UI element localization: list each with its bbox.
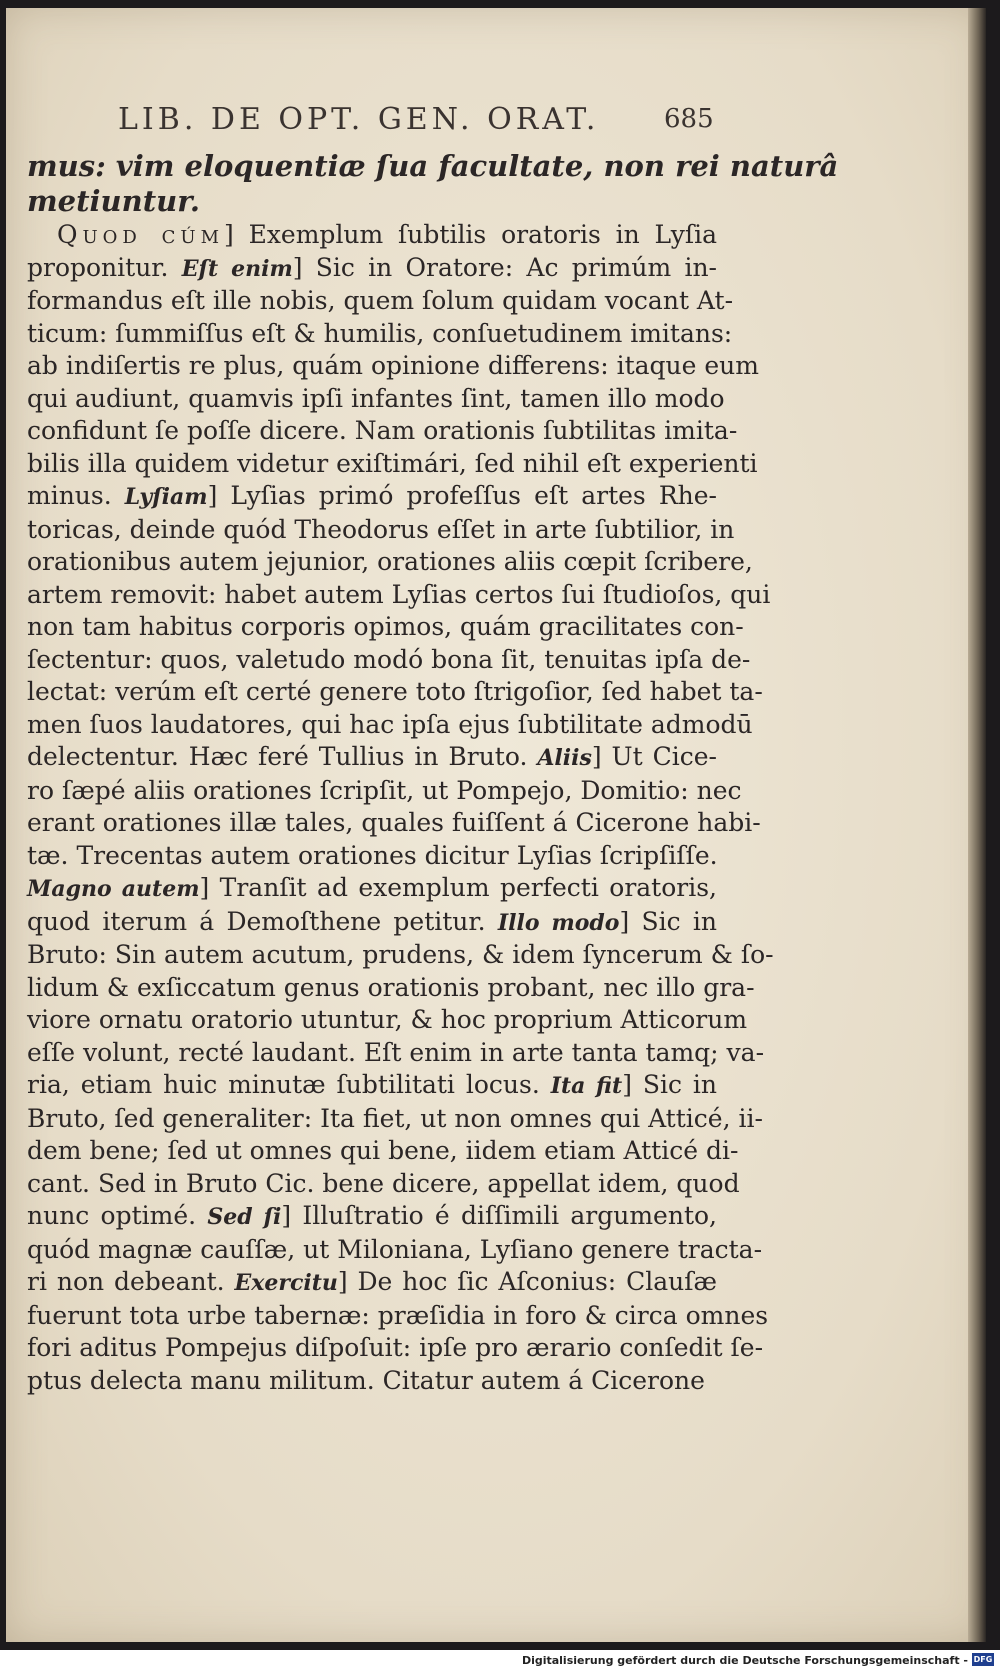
text-line (27, 741, 717, 775)
text-run: delectentur. Hæc feré Tullius in Bruto. (27, 742, 538, 771)
text-run: confidunt ſe poſſe dicere. Nam orationis ſubtilitas imita- (27, 416, 738, 445)
text-run: ] Sic in Oratore: Ac primúm in- (292, 252, 718, 282)
text-run: tæ. Trecentas autem orationes dicitur Lyſias ſcripſiſſe. (27, 840, 718, 870)
text-run: lidum & exſiccatum genus orationis probant, nec illo gra- (27, 972, 755, 1002)
lemma: Lyſiam (124, 484, 208, 510)
text-run: minus. (27, 481, 125, 510)
text-run: nunc optimé. (27, 1201, 208, 1230)
text-run: ſectentur: quos, valetudo modó bona ſit, tenuitas ipſa de- (27, 644, 751, 674)
funding-notice: Digitalisierung gefördert durch die Deutsche Forschungsgemeinschaft - (521, 1654, 968, 1667)
text-run: proponitur. (27, 252, 182, 282)
text-line (27, 1135, 739, 1168)
text-run: ] Tranſit ad exemplum perfecti oratoris, (199, 873, 717, 902)
text-line (27, 1234, 763, 1267)
text-line (27, 1168, 740, 1201)
running-head: LIB. DE OPT. GEN. ORAT. (118, 102, 600, 137)
text-line (27, 840, 717, 873)
lemma: Aliis (537, 745, 592, 771)
text-line (27, 775, 742, 808)
text-run: eſſe volunt, recté laudant. Eſt enim in arte tanta tamq; va- (27, 1037, 765, 1067)
text-line (27, 1200, 717, 1234)
text-line (27, 611, 744, 644)
text-line (27, 318, 733, 351)
text-line (27, 1332, 764, 1365)
page-binding-edge (968, 8, 986, 1642)
lemma: Ita fit (550, 1073, 623, 1099)
text-line (27, 383, 725, 416)
text-line (27, 807, 761, 840)
text-line (27, 1037, 765, 1070)
text-line (27, 252, 717, 286)
text-line (27, 644, 751, 677)
text-run: ptus delecta manu militum. Citatur autem á Cicerone (27, 1365, 705, 1395)
text-run: ri non debeant. (27, 1267, 235, 1296)
text-line (27, 1069, 717, 1103)
text-run: erant orationes illæ tales, quales fuiſſent á Cicerone habi- (27, 808, 761, 837)
text-run: fori aditus Pompejus diſpoſuit: ipſe pro ærario conſedit ſe- (27, 1333, 764, 1362)
text-line (27, 1004, 748, 1037)
text-run: formandus eſt ille nobis, quem ſolum quidam vocant At- (27, 286, 734, 315)
text-line (27, 1103, 763, 1136)
lemma: Magno autem (27, 876, 200, 902)
text-run: bilis illa quidem videtur exiſtimári, ſed nihil eſt experienti (27, 448, 758, 478)
text-run: quód magnæ cauſſæ, ut Miloniana, Lyſiano genere tracta- (27, 1234, 763, 1264)
text-run: viore ornatu oratorio utuntur, & hoc proprium Atticorum (27, 1005, 748, 1034)
text-run: Bruto: Sin autem acutum, prudens, & idem ſyncerum & ſo- (27, 940, 774, 969)
text-run: cant. Sed in Bruto Cic. bene dicere, appellat idem, quod (27, 1168, 740, 1198)
lemma: Illo modo (497, 909, 620, 936)
text-line (27, 872, 717, 906)
text-line (27, 546, 753, 579)
text-line (27, 906, 717, 940)
text-run: qui audiunt, quamvis ipſi infantes ſint, tamen illo modo (27, 383, 725, 413)
text-run: ria, etiam huic minutæ ſubtilitati locus. (27, 1070, 551, 1099)
text-run: Bruto, ſed generaliter: Ita fiet, ut non omnes qui Atticé, ii- (27, 1103, 763, 1133)
text-run: ticum: ſummiſſus eſt & humilis, conſuetudinem imitans: (27, 318, 733, 348)
text-run: metiuntur. (27, 183, 200, 218)
text-run: mus: vim eloquentiæ ſua facultate, non rei naturâ (27, 149, 839, 183)
text-run: non tam habitus corporis opimos, quám gracilitates con- (27, 612, 744, 641)
text-line (27, 939, 774, 972)
text-line (27, 480, 717, 514)
commentary-text (27, 149, 839, 1397)
text-line (27, 149, 839, 185)
lemma: Eſt enim (181, 255, 293, 282)
text-run: ] Exemplum ſubtilis oratoris in Lyſia (224, 220, 717, 249)
text-run: ] Lyſias primó profeſſus eſt artes Rhe- (207, 481, 717, 510)
text-line (27, 514, 735, 547)
text-run: ] Sic in (619, 906, 717, 936)
text-run: toricas, deinde quód Theodorus eſſet in arte ſubtilior, in (27, 514, 735, 544)
text-run: ] Illuſtratio é diſſimili argumento, (281, 1201, 717, 1230)
text-run: fuerunt tota urbe tabernæ: præſidia in foro & circa omnes (27, 1300, 769, 1330)
text-run: ] Ut Cice- (591, 742, 717, 771)
text-run: quod iterum á Demoſthene petitur. (27, 906, 498, 936)
text-line (27, 579, 771, 612)
lemma: Exercitu (234, 1270, 338, 1296)
text-line (27, 972, 755, 1005)
text-line (27, 448, 758, 481)
text-run: men ſuos laudatores, qui hac ipſa ejus ſubtilitate admodū (27, 709, 753, 739)
text-run: ab indiſertis re plus, quám opinione differens: itaque eum (27, 351, 759, 380)
lemma: Quod cúm (57, 220, 225, 249)
dfg-logo: DFG (973, 1655, 993, 1664)
text-run: lectat: verúm eſt certé genere toto ſtrigoſior, ſed habet ta- (27, 677, 763, 706)
text-line (27, 285, 734, 318)
text-line (27, 1266, 717, 1300)
text-line (27, 709, 753, 742)
text-line (27, 350, 759, 383)
text-line (27, 1365, 717, 1398)
text-run: orationibus autem jejunior, orationes aliis cœpit ſcribere, (27, 547, 753, 576)
lemma: Sed ſi (207, 1204, 282, 1230)
text-line (27, 219, 717, 252)
text-run: ] De hoc ſic Aſconius: Clauſæ (337, 1267, 717, 1296)
text-line (27, 1300, 769, 1333)
text-run: ro ſæpé aliis orationes ſcripſit, ut Pompejo, Domitio: nec (27, 775, 742, 805)
text-line (27, 415, 738, 448)
text-run: ] Sic in (622, 1070, 717, 1099)
text-run: artem removit: habet autem Lyſias certos ſui ſtudioſos, qui (27, 579, 771, 609)
page-number: 685 (664, 104, 714, 134)
text-run: dem bene; ſed ut omnes qui bene, iidem etiam Atticé di- (27, 1136, 739, 1165)
text-line (27, 676, 763, 709)
text-line (27, 185, 717, 220)
